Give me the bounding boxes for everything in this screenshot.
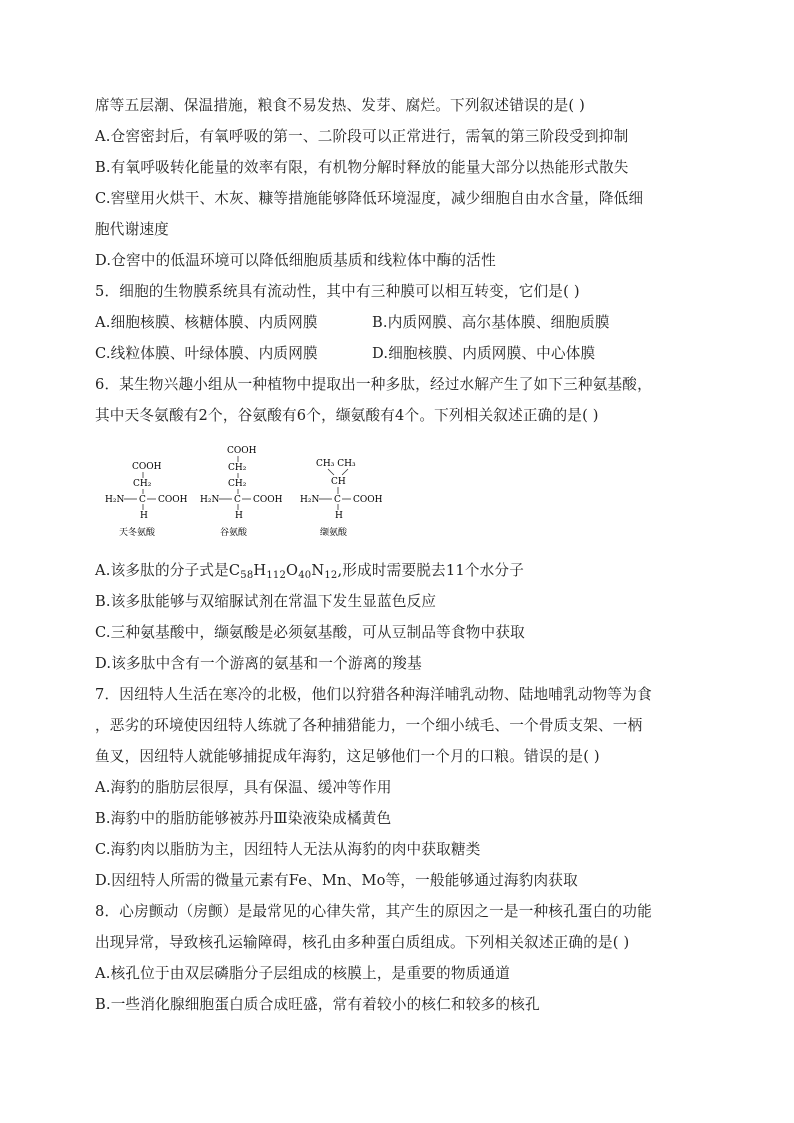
asp-ch2: CH₂ — [133, 479, 152, 489]
q8-stem-line1: 8．心房颤动（房颤）是最常见的心律失常，其产生的原因之一是一种核孔蛋白的功能 — [95, 903, 652, 920]
q6-option-c: C.三种氨基酸中，缬氨酸是必须氨基酸，可从豆制品等食物中获取 — [95, 624, 525, 641]
q4-option-b: B.有氧呼吸转化能量的效率有限，有机物分解时释放的能量大部分以热能形式散失 — [95, 159, 629, 176]
formula-sub-o: 40 — [298, 570, 312, 581]
asp-h2n: H₂N — [105, 495, 125, 505]
q8-stem-line2: 出现异常，导致核孔运输障碍，核孔由多种蛋白质组成。下列相关叙述正确的是( ) — [95, 934, 630, 951]
q4-option-d: D.仓窖中的低温环境可以降低细胞质基质和线粒体中酶的活性 — [95, 252, 496, 269]
q7-option-d: D.因纽特人所需的微量元素有Fe、Mn、Mo等，一般能够通过海豹肉获取 — [95, 872, 578, 889]
formula-o: O — [286, 562, 299, 579]
val-cooh: COOH — [353, 495, 383, 505]
val-ch: CH — [331, 477, 346, 487]
formula-sub-c: 58 — [240, 570, 254, 581]
q5-option-b: B.内质网膜、高尔基体膜、细胞质膜 — [372, 314, 610, 331]
val-ch3-pair: CH₃ CH₃ — [316, 459, 356, 469]
val-c: C — [334, 495, 341, 505]
q7-stem-line3: 鱼叉，因纽特人就能够捕捉成年海豹，这足够他们一个月的口粮。错误的是( ) — [95, 748, 600, 765]
q7-stem-line2: ，恶劣的环境使因纽特人练就了各种捕猎能力，一个细小绒毛、一个骨质支架、一柄 — [95, 717, 643, 734]
q6-stem-line1: 6．某生物兴趣小组从一种植物中提取出一种多肽，经过水解产生了如下三种氨基酸， — [95, 376, 652, 393]
asp-c: C — [139, 495, 146, 505]
glu-ch2-a: CH₂ — [228, 463, 247, 473]
q6-option-a — [95, 561, 524, 586]
asp-cooh: COOH — [158, 495, 188, 505]
formula-sub-h: 112 — [266, 570, 287, 581]
asp-cooh-side: COOH — [132, 462, 162, 472]
glu-label: 谷氨酸 — [220, 528, 248, 538]
q5-option-c: C.线粒体膜、叶绿体膜、内质网膜 — [95, 345, 318, 362]
q4-option-c-cont: 胞代谢速度 — [95, 221, 169, 238]
aspartic-acid-structure — [105, 462, 188, 538]
val-h2n: H₂N — [300, 495, 320, 505]
q6-option-d: D.该多肽中含有一个游离的氨基和一个游离的羧基 — [95, 655, 422, 672]
val-label: 缬氨酸 — [320, 528, 348, 538]
glu-h2n: H₂N — [200, 495, 220, 505]
q6-option-b: B.该多肽能够与双缩脲试剂在常温下发生显蓝色反应 — [95, 593, 437, 610]
glu-cooh: COOH — [253, 495, 283, 505]
formula-n: N — [311, 562, 325, 579]
q8-option-a: A.核孔位于由双层磷脂分子层组成的核膜上，是重要的物质通道 — [95, 965, 511, 982]
asp-h: H — [140, 511, 148, 521]
q8-option-b: B.一些消化腺细胞蛋白质合成旺盛，常有着较小的核仁和较多的核孔 — [95, 996, 540, 1013]
q4-option-c: C.窖壁用火烘干、木灰、糠等措施能够降低环境湿度，减少细胞自由水含量，降低细 — [95, 190, 644, 207]
q4-stem-end: 席等五层潮、保温措施，粮食不易发热、发芽、腐烂。下列叙述错误的是( ) — [95, 97, 586, 114]
glu-ch2-b: CH₂ — [228, 479, 247, 489]
formula-h: H — [253, 562, 267, 579]
q5-stem: 5．细胞的生物膜系统具有流动性，其中有三种膜可以相互转变，它们是( ) — [95, 283, 580, 300]
valine-structure — [300, 459, 383, 538]
q7-option-a: A.海豹的脂肪层很厚，具有保温、缓冲等作用 — [95, 779, 392, 796]
glu-c: C — [234, 495, 241, 505]
q5-option-d: D.细胞核膜、内质网膜、中心体膜 — [372, 345, 596, 362]
asp-label: 天冬氨酸 — [119, 528, 156, 538]
q7-option-c: C.海豹肉以脂肪为主，因纽特人无法从海豹的肉中获取糖类 — [95, 841, 481, 858]
glu-cooh-side: COOH — [227, 446, 257, 456]
q6-stem-line2: 其中天冬氨酸有2个，谷氨酸有6个，缬氨酸有4个。下列相关叙述正确的是( ) — [95, 407, 599, 424]
amino-acid-structures-figure — [100, 440, 400, 540]
q7-stem-line1: 7．因纽特人生活在寒冷的北极，他们以狩猎各种海洋哺乳动物、陆地哺乳动物等为食 — [95, 686, 652, 703]
q4-option-a: A.仓窖密封后，有氧呼吸的第一、二阶段可以正常进行，需氧的第三阶段受到抑制 — [95, 128, 629, 145]
q5-option-a: A.细胞核膜、核糖体膜、内质网膜 — [95, 314, 318, 331]
glu-h: H — [235, 511, 243, 521]
formula-sub-n: 12 — [324, 570, 338, 581]
val-h: H — [335, 511, 343, 521]
q6-a-prefix: A.该多肽的分子式是C — [95, 562, 241, 579]
glutamic-acid-structure — [200, 446, 283, 538]
q6-a-suffix: ,形成时需要脱去11个水分子 — [337, 562, 524, 579]
q7-option-b: B.海豹中的脂肪能够被苏丹Ⅲ染液染成橘黄色 — [95, 810, 392, 827]
